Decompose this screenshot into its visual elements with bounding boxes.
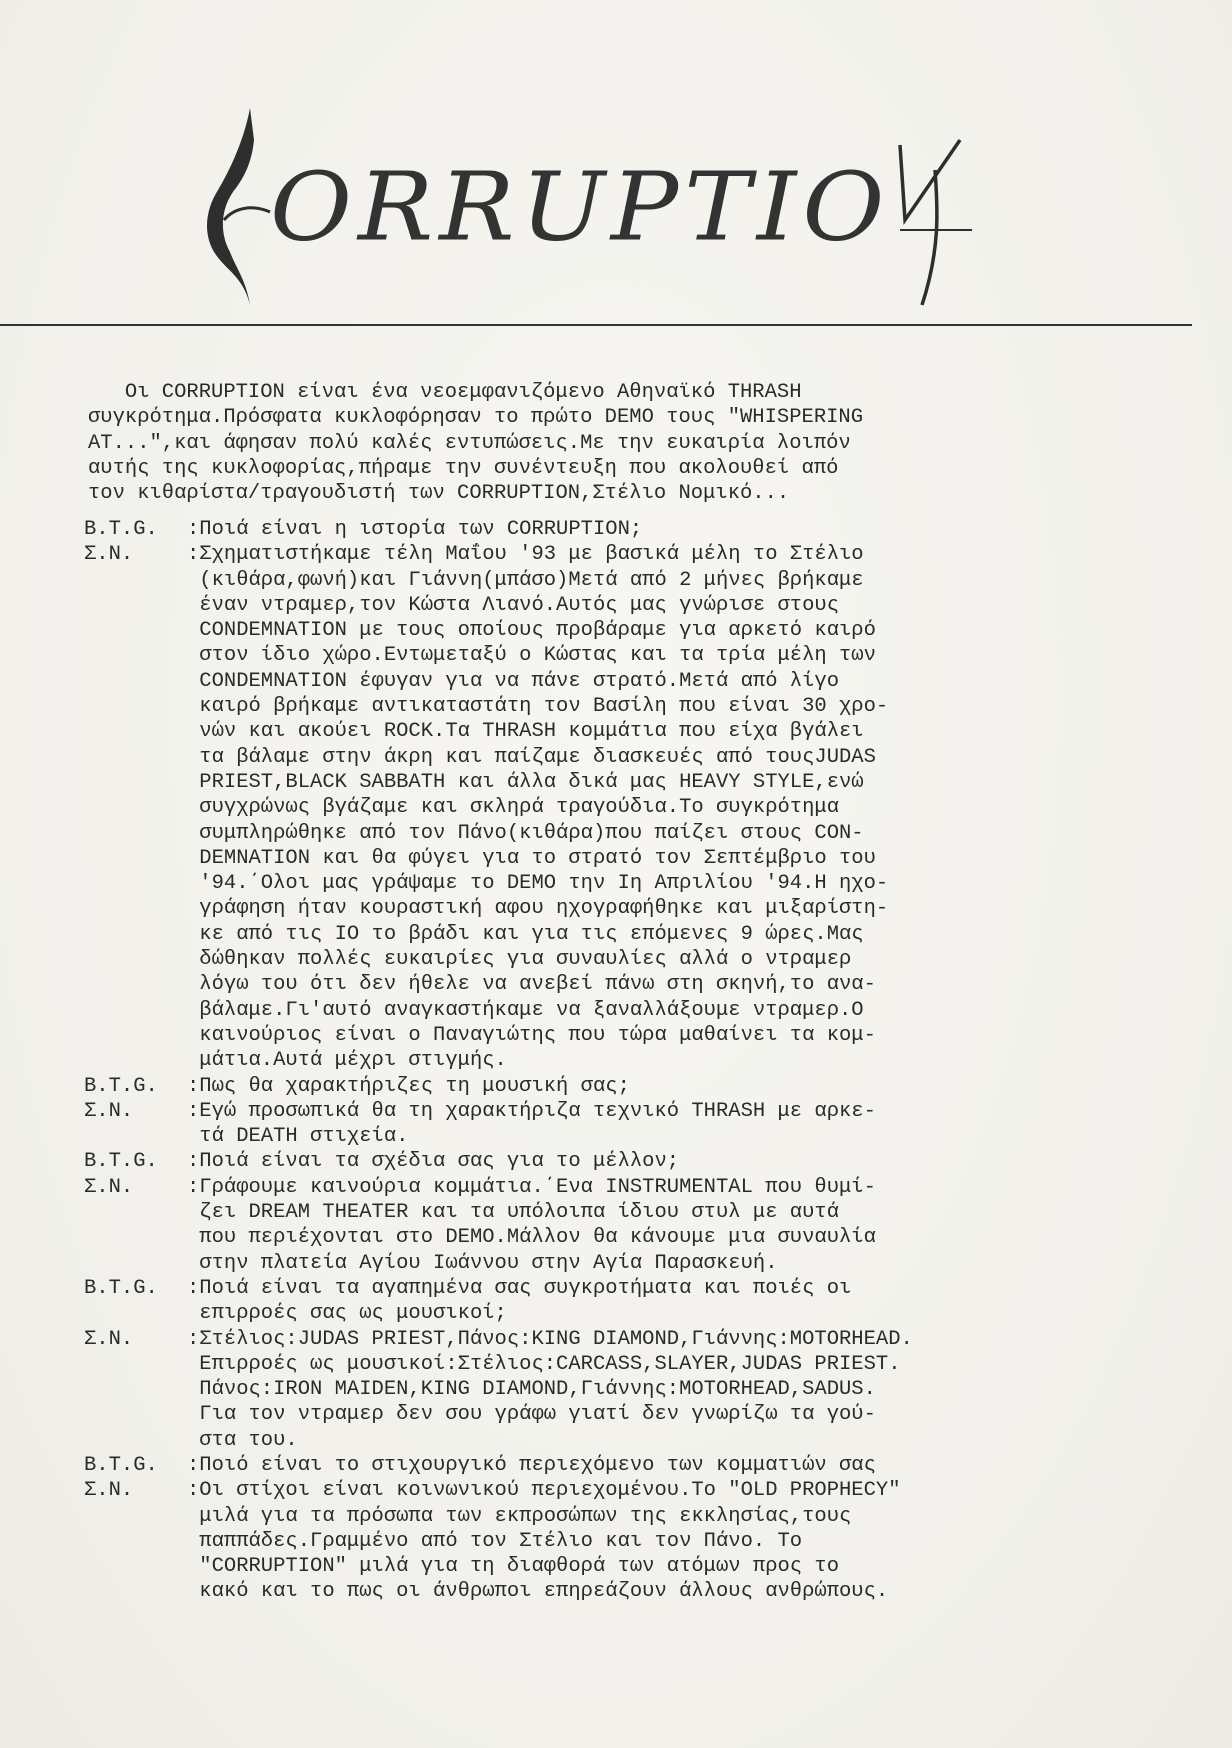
answer-block [84,1099,1104,1150]
text-line: Επιρροές ως μουσικοί:Στέλιος:CARCASS,SLAYER,JUDAS PRIEST. [187,1352,901,1376]
text-line: νών και ακούει ROCK.Τα THRASH κομμάτια που είχα βγάλει [187,720,864,744]
intro-line: AT...",και άφησαν πολύ καλές εντυπώσεις.Με την ευκαιρία λοιπόν [88,431,851,455]
text-line: μάτια.Αυτά μέχρι στιγμής. [187,1049,507,1073]
speaker-label: Σ.Ν. [84,1327,134,1351]
speech-text [187,1276,1104,1327]
text-line: :Γράφουμε καινούρια κομμάτια.΄Ενα INSTRUMENTAL που θυμί- [187,1175,876,1199]
text-line: :Ποιά είναι τα αγαπημένα σας συγκροτήματα και ποιές οι [187,1276,852,1300]
text-line: στον ίδιο χώρο.Εντωμεταξύ ο Κώστας και τα τρία μέλη των [187,644,876,668]
intro-line: αυτής της κυκλοφορίας,πήραμε την συνέντευξη που ακολουθεί από [88,456,839,480]
answer-block [84,1175,1104,1276]
intro-line: Οι CORRUPTION είναι ένα νεοεμφανιζόμενο Αθηναϊκό THRASH [88,381,802,404]
text-line: στην πλατεία Αγίου Ιωάννου στην Αγία Παρασκευή. [187,1251,778,1275]
text-line: επιρροές σας ως μουσικοί; [187,1302,507,1326]
speech-text [187,1074,1104,1099]
speaker-label: Σ.Ν. [84,1099,134,1123]
text-line: λόγω του ότι δεν ήθελε να ανεβεί πάνω στη σκηνή,το ανα- [187,973,876,997]
question-block [84,1453,1104,1478]
header-divider [0,324,1192,326]
speaker-label: Σ.Ν. [84,543,134,567]
text-line: συμπληρώθηκε από τον Πάνο(κιθάρα)που παίζει στους CON- [187,821,864,845]
text-line: δώθηκαν πολλές ευκαιρίες για συναυλίες αλλά ο ντραμερ [187,948,852,972]
text-line: Πάνος:IRON MAIDEN,KING DIAMOND,Γιάννης:MOTORHEAD,SADUS. [187,1378,876,1402]
speaker-label: Σ.Ν. [84,1175,134,1199]
text-line: καιρό βρήκαμε αντικαταστάτη τον Βασίλη που είναι 30 χρο- [187,695,889,719]
text-line: (κιθάρα,φωνή)και Γιάννη(μπάσο)Μετά από 2 μήνες βρήκαμε [187,568,864,592]
question-block [84,1149,1104,1174]
text-line: '94.΄Ολοι μας γράψαμε το DEMO την Ιη Απριλίου '94.Η ηχο- [187,872,889,896]
text-line: DEMNATION και θα φύγει για το στρατό τον Σεπτέμβριο του [187,846,876,870]
text-line: γράφηση ήταν κουραστική αφου ηχογραφήθηκε και μιξαρίστη- [187,897,889,921]
text-line: :Ποιά είναι η ιστορία των CORRUPTION; [187,518,643,541]
text-line: που περιέχονται στο DEMO.Μάλλον θα κάνουμε μια συναυλία [187,1226,876,1250]
text-line: καινούριος είναι ο Παναγιώτης που τώρα μαθαίνει τα κομ- [187,1023,876,1047]
text-line: βάλαμε.Γι'αυτό αναγκαστήκαμε να ξαναλλάξουμε ντραμερ.Ο [187,998,864,1022]
band-logo [200,100,980,310]
text-line: :Ποιό είναι το στιχουργικό περιεχόμενο των κομματιών σας [187,1453,876,1477]
speech-text [187,1149,1104,1174]
question-block [84,1074,1104,1099]
intro-paragraph [88,380,1088,506]
text-line: :Οι στίχοι είναι κοινωνικού περιεχομένου.Το "OLD PROPHECY" [187,1479,901,1503]
speech-text [187,1175,1104,1276]
speaker-label: Σ.Ν. [84,1479,134,1503]
text-line: CONDEMNATION έφυγαν για να πάνε στρατό.Μετά από λίγο [187,669,840,693]
text-line: μιλά για τα πρόσωπα των εκπροσώπων της εκκλησίας,τους [187,1504,852,1528]
text-line: παππάδες.Γραμμένο από τον Στέλιο και τον Πάνο. Το [187,1529,803,1553]
text-line: :Ποιά είναι τα σχέδια σας για το μέλλον; [187,1150,680,1174]
text-line: Για τον ντραμερ δεν σου γράφω γιατί δεν γνωρίζω τα γού- [187,1403,876,1427]
speech-text [187,1453,1104,1478]
text-line: τα βάλαμε στην άκρη και παίζαμε διασκευές από τουςJUDAS [187,745,876,769]
speech-text [187,1099,1104,1150]
answer-block [84,542,1104,1073]
text-line: PRIEST,BLACK SABBATH και άλλα δικά μας HEAVY STYLE,ενώ [187,770,864,794]
text-line: ζει DREAM THEATER και τα υπόλοιπα ίδιου στυλ με αυτά [187,1201,840,1225]
answer-block [84,1327,1104,1453]
speaker-label: B.T.G. [84,1453,158,1477]
text-line: "CORRUPTION" μιλά για τη διαφθορά των ατόμων προς το [187,1555,840,1579]
text-line: :Πως θα χαρακτήριζες τη μουσική σας; [187,1074,630,1098]
text-line: τά DEATH στιχεία. [187,1125,409,1149]
text-line: κε από τις ΙΟ το βράδι και για τις επόμενες 9 ώρες.Μας [187,922,864,946]
interview-body [84,517,1104,1605]
text-line: CONDEMNATION με τους οποίους προβάραμε για αρκετό καιρό [187,619,876,643]
intro-line: τον κιθαρίστα/τραγουδιστή των CORRUPTION,Στέλιο Νομικό... [88,482,790,506]
text-line: κακό και το πως οι άνθρωποι επηρεάζουν άλλους ανθρώπους. [187,1580,889,1604]
speaker-label: B.T.G. [84,1276,158,1300]
text-line: συγχρώνως βγάζαμε και σκληρά τραγούδια.Το συγκρότημα [187,796,840,820]
speech-text [187,1327,1104,1453]
logo-text: ORRUPTIO [270,150,891,263]
text-line: στα του. [187,1428,298,1452]
speaker-label: B.T.G. [84,1150,158,1174]
speech-text [187,1478,1104,1604]
text-line: έναν ντραμερ,τον Κώστα Λιανό.Αυτός μας γνώρισε στους [187,593,840,617]
speaker-label: B.T.G. [84,1074,158,1098]
intro-line: συγκρότημα.Πρόσφατα κυκλοφόρησαν το πρώτο DEMO τους "WHISPERING [88,406,864,430]
speaker-label: B.T.G. [84,518,158,541]
answer-block [84,1478,1104,1604]
text-line: :Σχηματιστήκαμε τέλη Μαΐου '93 με βασικά μέλη το Στέλιο [187,543,864,567]
speech-text [187,517,1104,542]
question-block [84,517,1104,542]
speech-text [187,542,1104,1073]
text-line: :Στέλιος:JUDAS PRIEST,Πάνος:KING DIAMOND,Γιάννης:MOTORHEAD. [187,1327,913,1351]
question-block [84,1276,1104,1327]
text-line: :Εγώ προσωπικά θα τη χαρακτήριζα τεχνικό THRASH με αρκε- [187,1099,876,1123]
